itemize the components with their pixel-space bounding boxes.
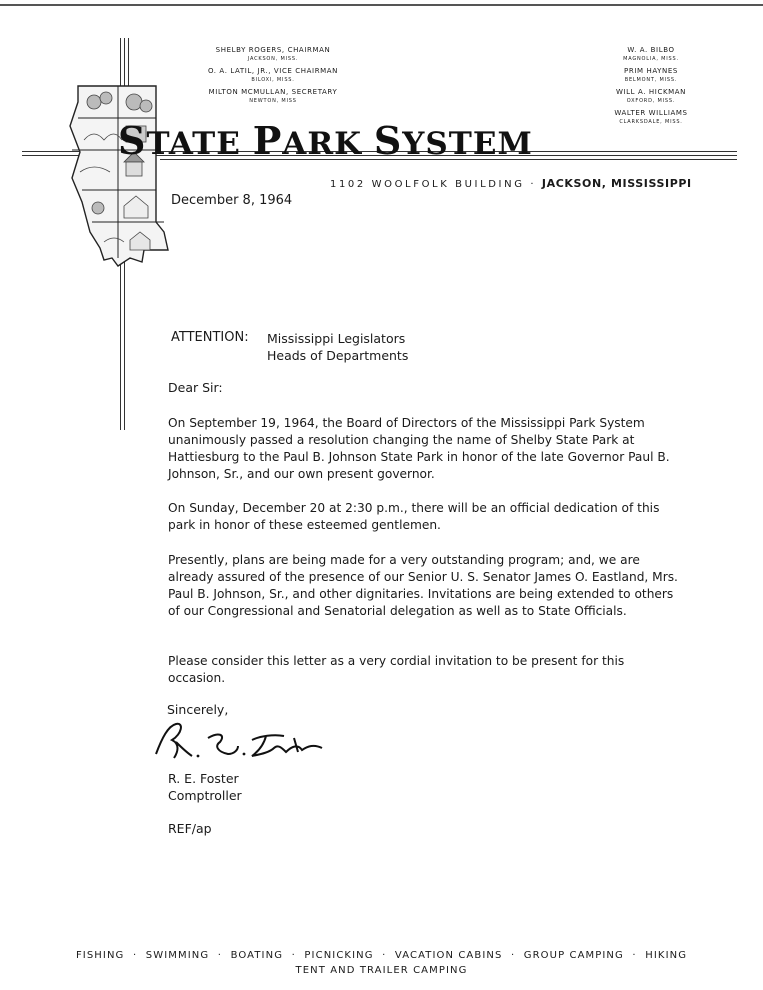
officer-vice-chairman bbox=[188, 67, 358, 85]
officer-name: WILL A. HICKMAN bbox=[616, 88, 686, 96]
footer-line-2: TENT AND TRAILER CAMPING bbox=[295, 965, 468, 976]
officer-name: W. A. BILBO bbox=[627, 46, 675, 54]
officer-place: CLARKSDALE, MISS. bbox=[619, 119, 683, 125]
attention-line: Mississippi Legislators bbox=[267, 331, 406, 346]
letter-date: December 8, 1964 bbox=[171, 193, 293, 208]
title-word-tate: TATE bbox=[146, 126, 253, 162]
title-word-ark: ARK bbox=[282, 126, 374, 162]
salutation: Dear Sir: bbox=[168, 380, 223, 395]
officer-place: OXFORD, MISS. bbox=[626, 98, 676, 104]
signer-title: Comptroller bbox=[168, 788, 242, 803]
officer-name: WALTER WILLIAMS bbox=[614, 109, 688, 117]
officer-secretary bbox=[188, 88, 358, 106]
body-paragraph-1: On September 19, 1964, the Board of Directors of the Mississippi Park System unanimously passed a resolution changing the name of Shelby State Park at Hattiesburg to the Paul B. Johnson State Park in honor of the late Governor Paul B. Johnson, Sr., and our own present governor. bbox=[168, 416, 670, 481]
title-initial-s: S bbox=[118, 118, 147, 163]
attention-recipients bbox=[267, 330, 408, 364]
address-separator: · bbox=[530, 179, 537, 190]
letterhead-title bbox=[118, 118, 533, 163]
body-paragraph-4: Please consider this letter as a very cordial invitation to be present for this occasion. bbox=[168, 654, 625, 685]
officer-name: O. A. LATIL, JR., VICE CHAIRMAN bbox=[207, 67, 339, 75]
officer-member-4 bbox=[596, 109, 706, 127]
footer-activities bbox=[0, 948, 763, 978]
mississippi-map-emblem bbox=[60, 82, 172, 282]
officer-place: BILOXI, MISS. bbox=[251, 77, 295, 83]
officer-chairman bbox=[188, 46, 358, 64]
attention-label: ATTENTION: bbox=[171, 330, 249, 345]
officer-name: SHELBY ROGERS, CHAIRMAN bbox=[215, 46, 331, 54]
officer-member-3 bbox=[596, 88, 706, 106]
handwritten-signature bbox=[148, 718, 338, 768]
footer-line-1: FISHING · SWIMMING · BOATING · PICNICKING · VACATION CABINS · GROUP CAMPING · HIKING bbox=[75, 950, 688, 961]
title-word-ystem: YSTEM bbox=[402, 126, 533, 162]
officer-place: BELMONT, MISS. bbox=[624, 77, 678, 83]
title-initial-s2: S bbox=[373, 118, 403, 163]
body-paragraph-2: On Sunday, December 20 at 2:30 p.m., there will be an official dedication of this park in honor of these esteemed gentlemen. bbox=[168, 501, 660, 532]
officer-name: MILTON MCMULLAN, SECRETARY bbox=[208, 88, 338, 96]
officer-place: JACKSON, MISS. bbox=[247, 56, 299, 62]
officers-right bbox=[596, 46, 706, 130]
closing: Sincerely, bbox=[167, 702, 229, 717]
page-edge-line bbox=[0, 4, 763, 6]
attention-line: Heads of Departments bbox=[267, 348, 409, 363]
body-paragraph-3: Presently, plans are being made for a very outstanding program; and, we are already assured of the presence of our Senior U. S. Senator James O. Eastland, Mrs. Paul B. Johnson, Sr., and other dignitaries. Invitations are being extended to others of our Congressional and Senatorial delegation as well as to State Officials. bbox=[168, 553, 678, 618]
letterhead-address bbox=[330, 177, 692, 190]
address-city: JACKSON, MISSISSIPPI bbox=[541, 177, 692, 190]
officer-member-2 bbox=[596, 67, 706, 85]
reference-initials: REF/ap bbox=[168, 821, 212, 836]
officer-place: MAGNOLIA, MISS. bbox=[623, 56, 679, 62]
address-street: 1102 WOOLFOLK BUILDING bbox=[330, 179, 525, 190]
signer-name: R. E. Foster bbox=[168, 771, 239, 786]
officer-name: PRIM HAYNES bbox=[624, 67, 678, 75]
signature-block bbox=[168, 770, 242, 804]
officers-left bbox=[188, 46, 358, 109]
officer-place: NEWTON, MISS bbox=[249, 98, 297, 104]
officer-member-1 bbox=[596, 46, 706, 64]
title-initial-p: P bbox=[252, 118, 283, 163]
